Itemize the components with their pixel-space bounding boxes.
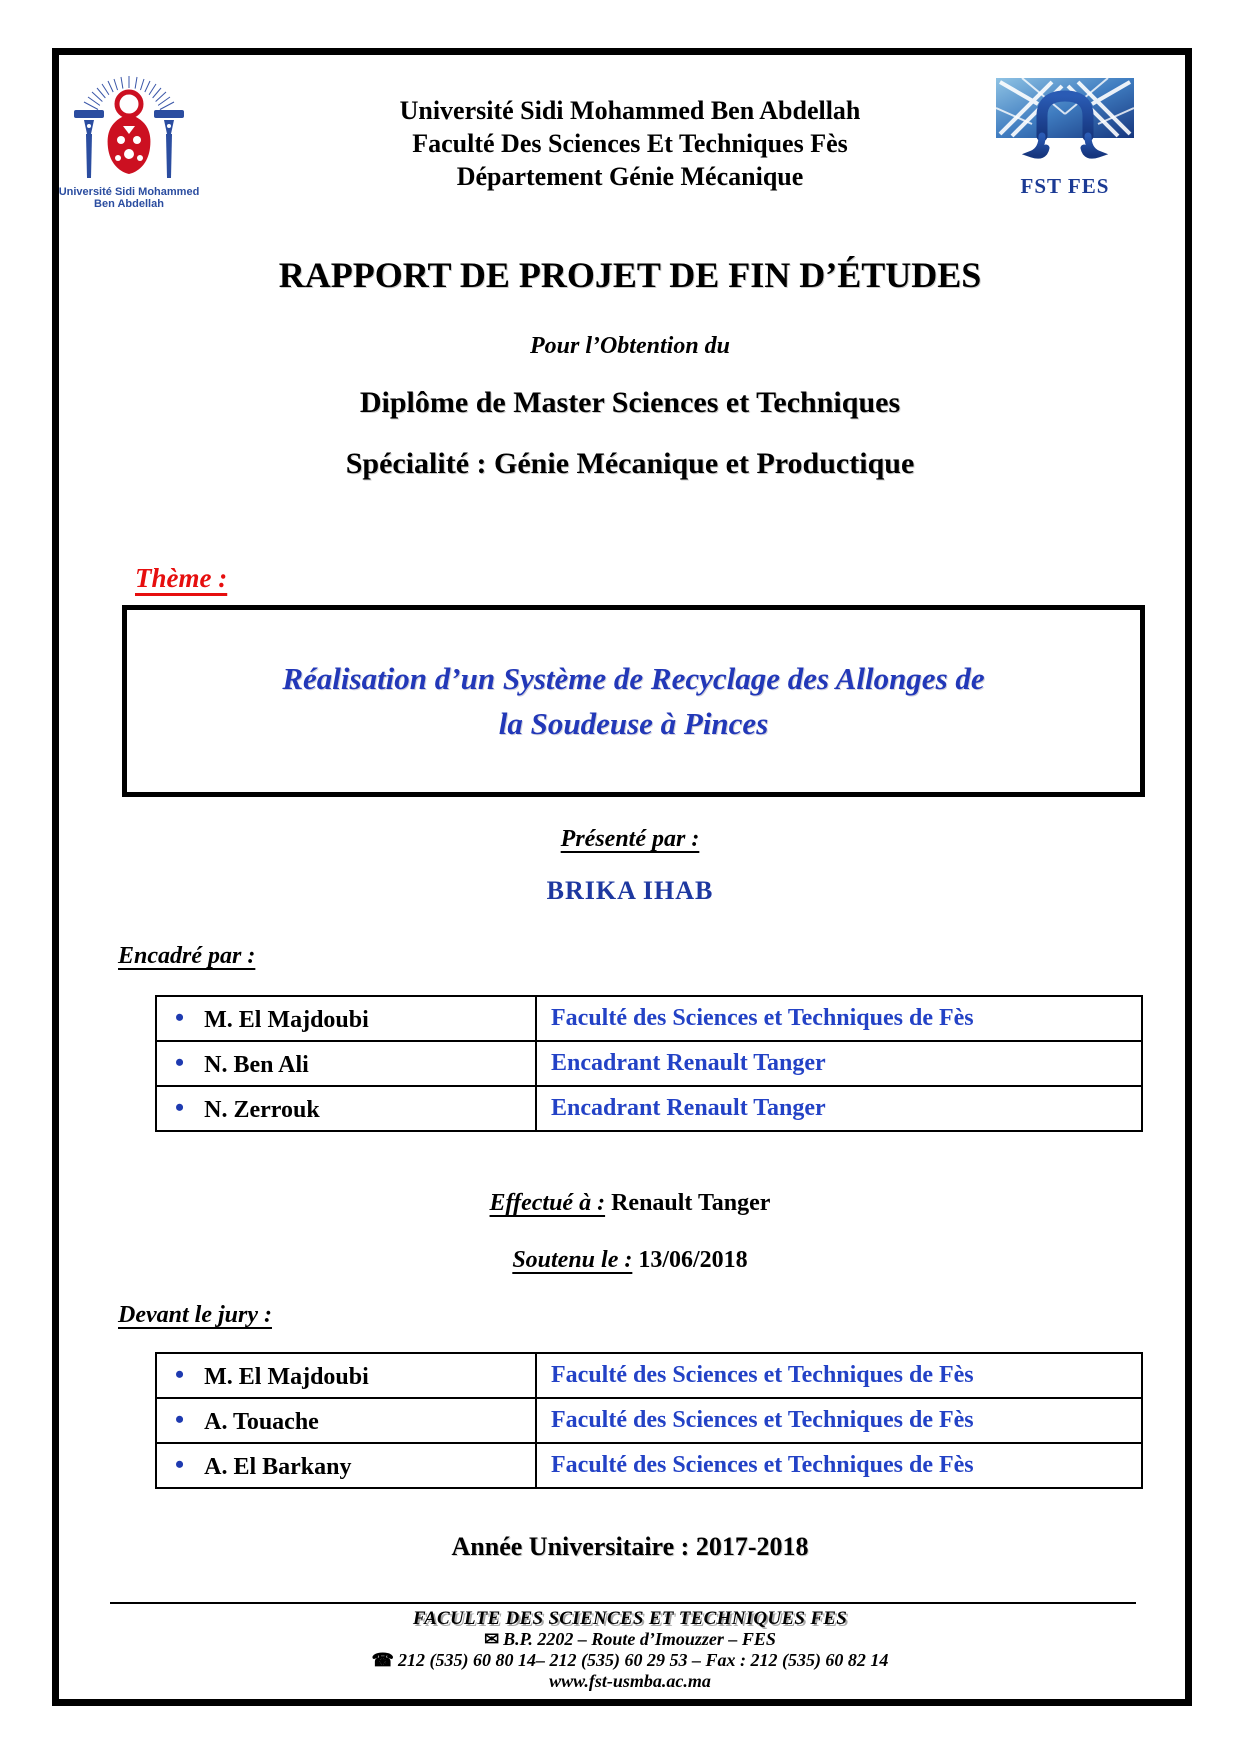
bullet-icon: • bbox=[175, 1048, 185, 1077]
phone-icon: ☎ bbox=[371, 1650, 394, 1670]
table-row bbox=[156, 1086, 1142, 1131]
bullet-icon: • bbox=[175, 1003, 185, 1032]
table-row bbox=[156, 1041, 1142, 1086]
fst-fes-logo-text: FST FES bbox=[1020, 174, 1110, 198]
defense-label: Soutenu le : bbox=[512, 1247, 633, 1273]
jury-member-name: A. Touache bbox=[204, 1409, 319, 1435]
department-name: Département Génie Mécanique bbox=[456, 162, 804, 191]
bullet-icon: • bbox=[175, 1450, 185, 1479]
location-line bbox=[60, 1190, 1200, 1217]
jury-label: Devant le jury : bbox=[118, 1302, 272, 1328]
table-row bbox=[156, 1353, 1142, 1398]
supervised-by-label: Encadré par : bbox=[118, 943, 256, 969]
footer-website: www.fst-usmba.ac.ma bbox=[549, 1671, 711, 1691]
supervisor-affiliation: Encadrant Renault Tanger bbox=[536, 1041, 1142, 1086]
bullet-icon: • bbox=[175, 1093, 185, 1122]
jury-member-name: M. El Majdoubi bbox=[204, 1364, 369, 1390]
student-name: BRIKA IHAB bbox=[546, 876, 714, 905]
supervisor-affiliation: Encadrant Renault Tanger bbox=[536, 1086, 1142, 1131]
footer-address-line bbox=[60, 1629, 1200, 1650]
institution-header bbox=[60, 94, 1200, 193]
jury-table bbox=[155, 1352, 1143, 1489]
supervisor-name: N. Ben Ali bbox=[204, 1052, 309, 1078]
footer-address: B.P. 2202 – Route d’Imouzzer – FES bbox=[503, 1629, 776, 1649]
table-row bbox=[156, 1443, 1142, 1488]
defense-date: 13/06/2018 bbox=[638, 1247, 748, 1273]
academic-year: Année Universitaire : 2017-2018 bbox=[451, 1532, 809, 1561]
bullet-icon: • bbox=[175, 1360, 185, 1389]
theme-title-box bbox=[122, 605, 1145, 797]
mail-icon: ✉ bbox=[484, 1629, 500, 1649]
obtention-subtitle: Pour l’Obtention du bbox=[529, 333, 731, 359]
supervisor-name: M. El Majdoubi bbox=[204, 1007, 369, 1033]
bullet-icon: • bbox=[175, 1405, 185, 1434]
footer-faculty-name: FACULTE DES SCIENCES ET TECHNIQUES FES bbox=[412, 1608, 848, 1629]
jury-member-name: A. El Barkany bbox=[204, 1454, 352, 1480]
supervisor-affiliation: Faculté des Sciences et Techniques de Fès bbox=[536, 996, 1142, 1041]
supervisors-table bbox=[155, 995, 1143, 1132]
jury-member-affiliation: Faculté des Sciences et Techniques de Fès bbox=[536, 1353, 1142, 1398]
jury-member-affiliation: Faculté des Sciences et Techniques de Fès bbox=[536, 1398, 1142, 1443]
table-row bbox=[156, 1398, 1142, 1443]
diploma-title: Diplôme de Master Sciences et Techniques bbox=[359, 386, 901, 419]
table-row bbox=[156, 996, 1142, 1041]
supervisor-name: N. Zerrouk bbox=[204, 1097, 320, 1123]
theme-title-line2: la Soudeuse à Pinces bbox=[498, 706, 769, 741]
theme-title-line1: Réalisation d’un Système de Recyclage des Allonges de bbox=[282, 661, 985, 696]
university-name: Université Sidi Mohammed Ben Abdellah bbox=[399, 96, 861, 125]
footer-block bbox=[60, 1608, 1200, 1692]
footer-phones: 212 (535) 60 80 14– 212 (535) 60 29 53 – Fax : 212 (535) 60 82 14 bbox=[397, 1650, 889, 1670]
jury-member-affiliation: Faculté des Sciences et Techniques de Fès bbox=[536, 1443, 1142, 1488]
theme-label: Thème : bbox=[135, 563, 228, 593]
location-label: Effectué à : bbox=[489, 1190, 606, 1216]
defense-line bbox=[60, 1247, 1200, 1274]
footer-divider bbox=[110, 1602, 1136, 1604]
university-logo-caption: Université Sidi Mohammed Ben Abdellah bbox=[58, 186, 200, 210]
footer-phone-line bbox=[60, 1650, 1200, 1671]
faculty-name: Faculté Des Sciences Et Techniques Fès bbox=[412, 129, 848, 158]
presented-by-label: Présenté par : bbox=[560, 826, 700, 852]
location-value: Renault Tanger bbox=[611, 1190, 771, 1216]
specialty-title: Spécialité : Génie Mécanique et Productique bbox=[345, 447, 915, 480]
report-title: RAPPORT DE PROJET DE FIN D’ÉTUDES bbox=[278, 255, 982, 295]
